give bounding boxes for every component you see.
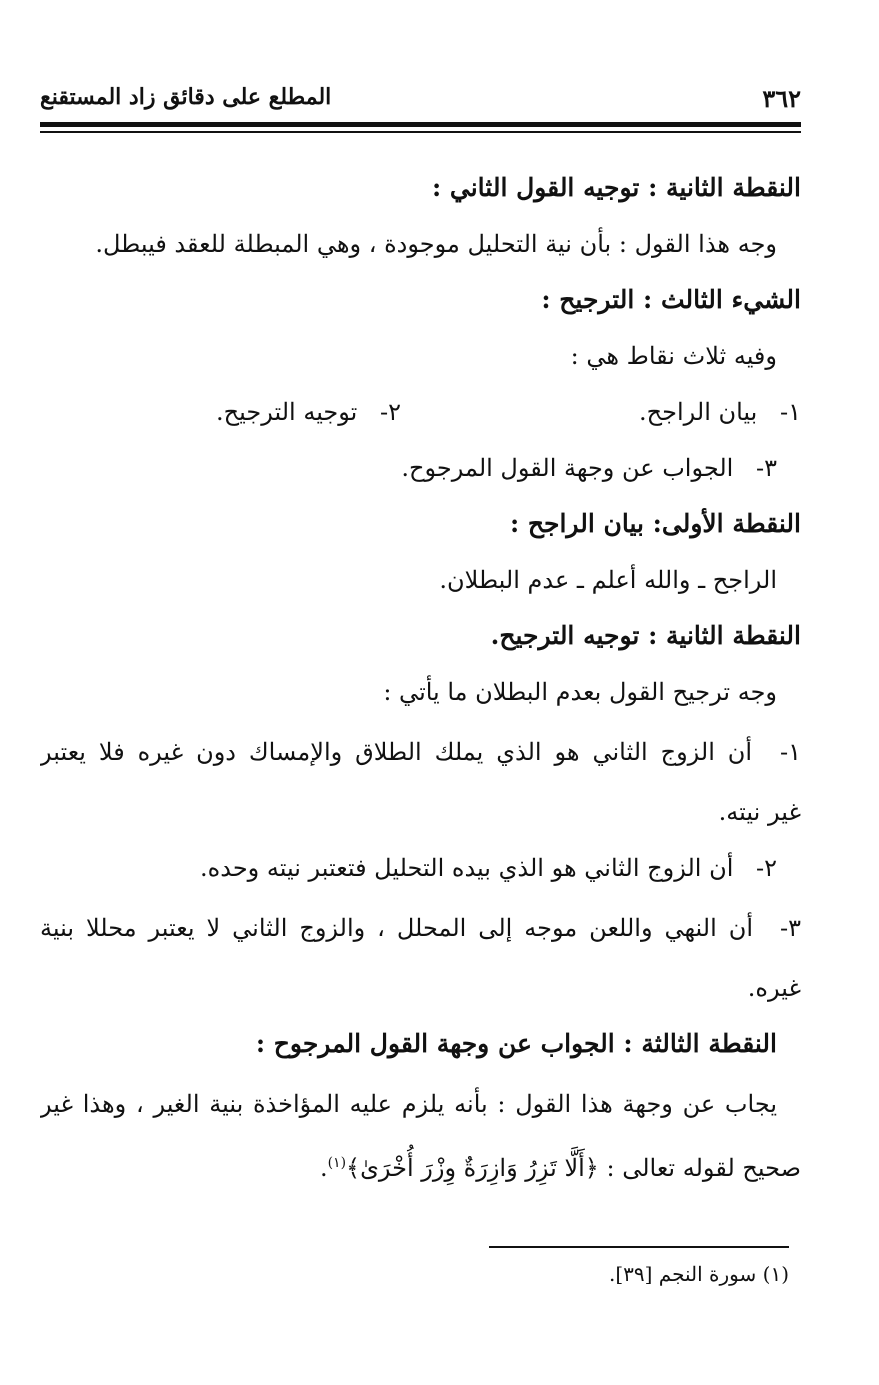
list-item-continuation: غيره. <box>747 974 801 1002</box>
body-text <box>40 160 801 1200</box>
paragraph-answer-line-1: يجاب عن وجهة هذا القول : بأنه يلزم عليه المؤاخذة بنية الغير ، وهذا غير <box>40 1090 777 1118</box>
running-header <box>40 78 801 118</box>
paragraph-opinion-justification: وجه هذا القول : بأن نية التحليل موجودة ، وهي المبطلة للعقد فيبطل. <box>95 230 777 258</box>
heading-second-point: النقطة الثانية : توجيه الترجيح. <box>490 621 801 650</box>
paragraph-preferred-opinion: الراجح ـ والله أعلم ـ عدم البطلان. <box>439 566 777 594</box>
list-row-1-2 <box>40 384 801 440</box>
page-number: ٣٦٢ <box>762 84 801 113</box>
paragraph-preference-reasons: وجه ترجيح القول بعدم البطلان ما يأتي : <box>383 678 777 706</box>
header-rule-thin <box>40 131 801 133</box>
list-item-continuation: غير نيته. <box>718 798 801 826</box>
heading-first-point: النقطة الأولى: بيان الراجح : <box>509 509 801 538</box>
heading-third-point: النقطة الثالثة : الجواب عن وجهة القول المرجوح : <box>255 1029 777 1058</box>
list-item: ١- أن الزوج الثاني هو الذي يملك الطلاق والإمساك دون غيره فلا يعتبر <box>40 738 801 766</box>
list-item: ٣- الجواب عن وجهة القول المرجوح. <box>401 454 777 482</box>
header-rule-thick <box>40 122 801 127</box>
paragraph-three-points: وفيه ثلاث نقاط هي : <box>570 342 777 370</box>
heading-second-point-second-opinion: النقطة الثانية : توجيه القول الثاني : <box>431 173 801 202</box>
footnote-reference: (١) <box>327 1155 347 1171</box>
list-item: ٢- أن الزوج الثاني هو الذي بيده التحليل فتعتبر نيته وحده. <box>200 854 777 882</box>
running-title: المطلع على دقائق زاد المستقنع <box>40 84 332 110</box>
footnote-rule <box>489 1246 789 1248</box>
heading-third-thing-preference: الشيء الثالث : الترجيح : <box>541 285 801 314</box>
quran-verse: ﴿أَلَّا تَزِرُ وَازِرَةٌ وِزْرَ أُخْرَىٰ﴾ <box>346 1154 599 1182</box>
footnote: (١) سورة النجم [٣٩]. <box>608 1262 789 1286</box>
paragraph-answer-line-2: صحيح لقوله تعالى : ﴿أَلَّا تَزِرُ وَازِرَةٌ وِزْرَ أُخْرَىٰ﴾$^{(١)}$. <box>319 1154 801 1182</box>
list-item: ١- بيان الراجح. <box>639 398 801 426</box>
list-item: ٢- توجيه الترجيح. <box>216 398 401 426</box>
list-item: ٣- أن النهي واللعن موجه إلى المحلل ، والزوج الثاني لا يعتبر محللا بنية <box>40 914 801 942</box>
